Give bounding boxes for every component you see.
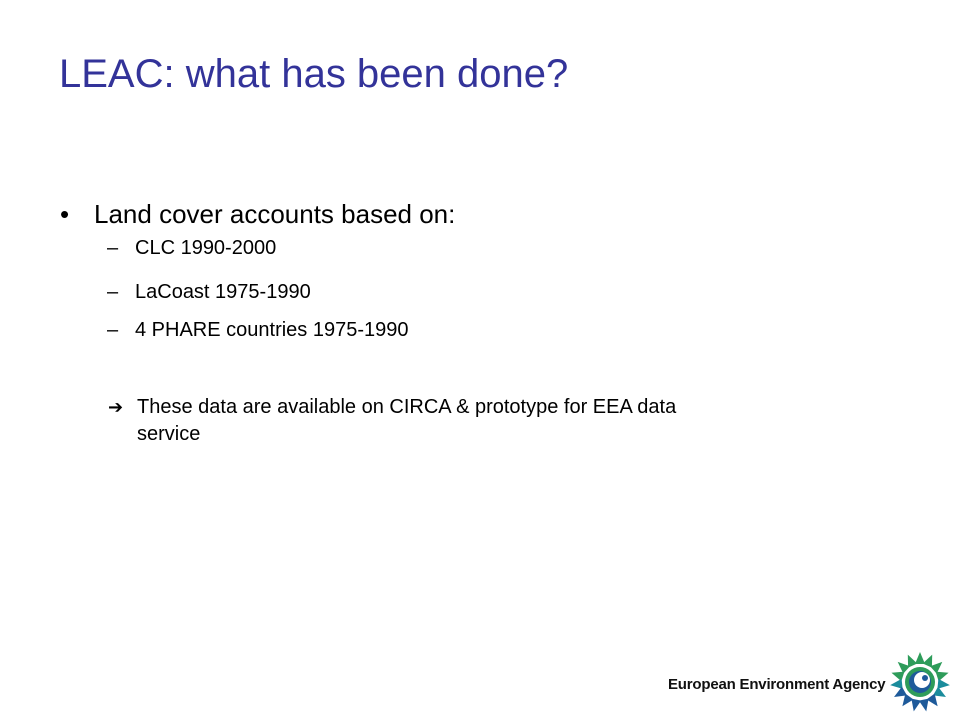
bullet-item [60, 197, 455, 231]
slide-title: LEAC: what has been done? [59, 52, 569, 96]
dash-symbol: – [107, 281, 119, 303]
sub-item-lacoast [107, 279, 311, 305]
eea-emblem-icon [890, 650, 950, 714]
bullet-symbol: • [60, 199, 70, 229]
sub-item-clc [107, 235, 276, 261]
note-line-2: service [137, 423, 201, 445]
right-arrow-icon: ➔ [108, 397, 124, 418]
sub-item-text: LaCoast 1975-1990 [135, 281, 311, 303]
sub-item-text: CLC 1990-2000 [135, 237, 277, 259]
sub-item-phare [107, 317, 409, 343]
bullet-text: Land cover accounts based on: [94, 199, 456, 229]
logo-text: European Environment Agency [668, 676, 886, 693]
dash-symbol: – [107, 319, 119, 341]
sub-item-text: 4 PHARE countries 1975-1990 [135, 319, 409, 341]
dash-symbol: – [107, 237, 119, 259]
conclusion-note [108, 394, 848, 447]
eea-logo [662, 648, 956, 718]
note-line-1: These data are available on CIRCA & prototype for EEA data [137, 396, 677, 418]
